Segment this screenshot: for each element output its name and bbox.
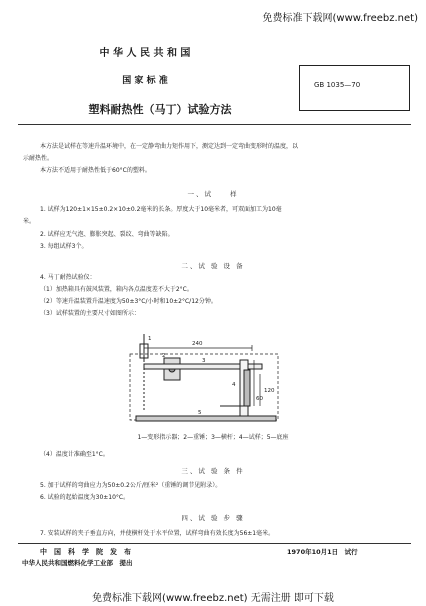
section-2-item-4: 4. 马丁耐热试验仪： bbox=[40, 274, 96, 281]
figure-label-1: 1 bbox=[148, 336, 152, 342]
figure-label-4: 4 bbox=[232, 382, 236, 388]
specimen bbox=[244, 370, 250, 406]
figure-label-2: 2 bbox=[162, 353, 166, 359]
section-3-item-5: 5. 加于试样的弯曲应力为50±0.2公斤/厘米²（重锤的调节见附录）。 bbox=[40, 482, 222, 489]
figure-caption: 1—变形指示器；2—重锤；3—横杆；4—试样；5—底座 bbox=[137, 434, 289, 441]
intro-line-3: 本方法不适用于耐热性低于60°C的塑料。 bbox=[40, 167, 151, 174]
watermark-bottom: 免费标准下载网(www.freebz.net) 无需注册 即可下载 bbox=[92, 593, 334, 604]
section-2-item-4-4: （4）温度计准确至1°C。 bbox=[40, 451, 109, 458]
intro-line-2: 示耐热性。 bbox=[23, 155, 54, 162]
base-plate bbox=[136, 416, 276, 421]
section-1-item-1-cont: 米。 bbox=[23, 218, 36, 225]
section-2-item-4-3: （3）试样装置的主要尺寸如图所示： bbox=[40, 310, 140, 317]
effective-date: 1970年10月1日 试行 bbox=[287, 548, 358, 556]
figure-dim-120: 120 bbox=[264, 388, 275, 394]
org-line: 中 华 人 民 共 和 国 bbox=[99, 48, 191, 59]
figure-dim-240: 240 bbox=[192, 341, 203, 347]
issuer: 中 国 科 学 院 发 布 bbox=[40, 548, 131, 556]
section-3-heading: 三、试 验 条 件 bbox=[181, 467, 245, 475]
watermark-top: 免费标准下载网(www.freebz.net) bbox=[262, 13, 418, 24]
apparatus-figure bbox=[120, 330, 300, 430]
section-1-item-1: 1. 试样为120±1×15±0.2×10±0.2毫米的长条。厚度大于10毫米者，可双面加工为10毫 bbox=[40, 206, 282, 213]
figure-dim-60: 60 bbox=[256, 396, 263, 402]
intro-line-1: 本方法是试样在等速升温环境中，在一定静弯曲力矩作用下，测定达到一定弯曲变形时的温度，以 bbox=[40, 143, 299, 150]
standard-type: 国 家 标 准 bbox=[122, 76, 168, 86]
footer-rule bbox=[18, 543, 411, 544]
standard-code: GB 1035—70 bbox=[314, 81, 361, 89]
figure-label-3: 3 bbox=[202, 358, 206, 364]
section-1-heading: 一、试 样 bbox=[187, 190, 239, 198]
section-1-item-2: 2. 试样应无气泡、膨胀突起、裂纹、弯曲等缺陷。 bbox=[40, 231, 174, 238]
section-3-item-6: 6. 试验的起始温度为30±10°C。 bbox=[40, 494, 130, 501]
document-title: 塑料耐热性（马丁）试验方法 bbox=[88, 103, 232, 116]
section-1-item-3: 3. 每组试样3个。 bbox=[40, 243, 88, 250]
section-2-item-4-1: （1）加热箱具有鼓风装置，箱内各点温度差不大于2°C。 bbox=[40, 286, 193, 293]
section-2-item-4-2: （2）等速升温装置升温速度为50±3°C/小时和10±2°C/12分钟。 bbox=[40, 298, 217, 305]
figure-label-5: 5 bbox=[198, 410, 202, 416]
section-2-heading: 二、试 验 设 备 bbox=[181, 262, 245, 270]
section-4-heading: 四、试 验 步 骤 bbox=[181, 514, 245, 522]
section-4-item-7: 7. 安装试样的夹子垂直方向，并使横杆处于水平位置，试样弯曲有效长度为56±1毫米。 bbox=[40, 530, 275, 537]
header-rule bbox=[18, 124, 411, 125]
proposer: 中华人民共和国燃料化学工业部 提出 bbox=[22, 559, 133, 567]
